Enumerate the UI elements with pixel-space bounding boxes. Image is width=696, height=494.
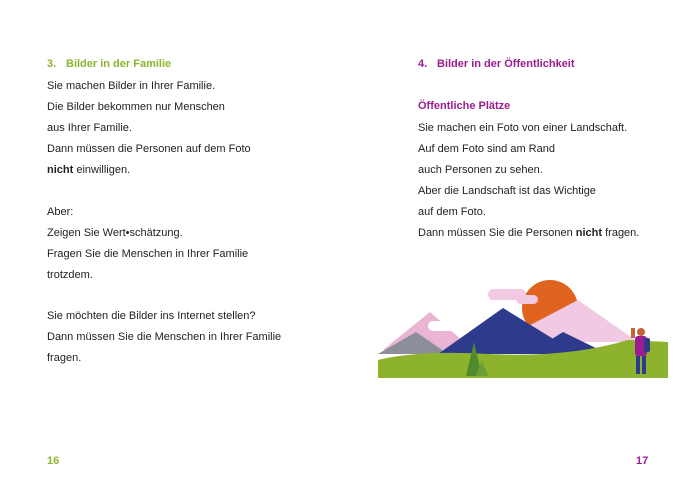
- paragraph-line-bold: [418, 226, 639, 240]
- section-heading-3: [47, 58, 171, 70]
- cloud-shape: [428, 321, 468, 331]
- paragraph-line: Fragen Sie die Menschen in Ihrer Familie: [47, 248, 249, 260]
- paragraph-line-bold: [47, 163, 130, 177]
- paragraph-line: Aber die Landschaft ist das Wichtige: [418, 185, 596, 197]
- paragraph-line: Aber:: [47, 206, 74, 218]
- paragraph-line: aus Ihrer Familie.: [47, 122, 132, 134]
- paragraph-line: Auf dem Foto sind am Rand: [418, 143, 555, 155]
- heading-text: Bilder in der Öffentlichkeit: [437, 58, 575, 70]
- heading-number: 4.: [418, 58, 428, 70]
- paragraph-line: Sie machen ein Foto von einer Landschaft.: [418, 122, 628, 134]
- bold-word: nicht: [575, 227, 603, 239]
- paragraph-line: Sie möchten die Bilder ins Internet stellen?: [47, 310, 256, 322]
- paragraph-line: trotzdem.: [47, 269, 93, 281]
- paragraph-line: Sie machen Bilder in Ihrer Familie.: [47, 80, 216, 92]
- paragraph-line: Dann müssen Sie die Menschen in Ihrer Familie: [47, 331, 282, 343]
- section-heading-4: [418, 58, 575, 70]
- paragraph-line: Zeigen Sie Wert•schätzung.: [47, 227, 183, 239]
- page-number: 17: [636, 455, 649, 467]
- person-leg: [636, 356, 640, 374]
- subheading: Öffentliche Plätze: [418, 100, 511, 112]
- paragraph-line: Die Bilder bekommen nur Menschen: [47, 101, 225, 113]
- person-arm: [631, 328, 635, 338]
- paragraph-line: Dann müssen die Personen auf dem Foto: [47, 143, 251, 155]
- person-head: [637, 328, 645, 336]
- heading-number: 3.: [47, 58, 57, 70]
- cloud-shape: [516, 295, 538, 304]
- bold-word: nicht: [47, 164, 74, 176]
- paragraph-line: auf dem Foto.: [418, 206, 486, 218]
- line-end: fragen.: [602, 227, 640, 239]
- landscape-illustration: [378, 280, 678, 385]
- paragraph-line: fragen.: [47, 352, 82, 364]
- landscape-icon: [378, 280, 678, 380]
- page-number: 16: [47, 455, 60, 467]
- line-rest: einwilligen.: [73, 164, 131, 176]
- person-leg: [642, 356, 646, 374]
- person-backpack: [644, 338, 650, 352]
- paragraph-line: auch Personen zu sehen.: [418, 164, 543, 176]
- line-start: Dann müssen Sie die Personen: [418, 227, 576, 239]
- right-page: [348, 0, 696, 494]
- heading-text: Bilder in der Familie: [66, 58, 172, 70]
